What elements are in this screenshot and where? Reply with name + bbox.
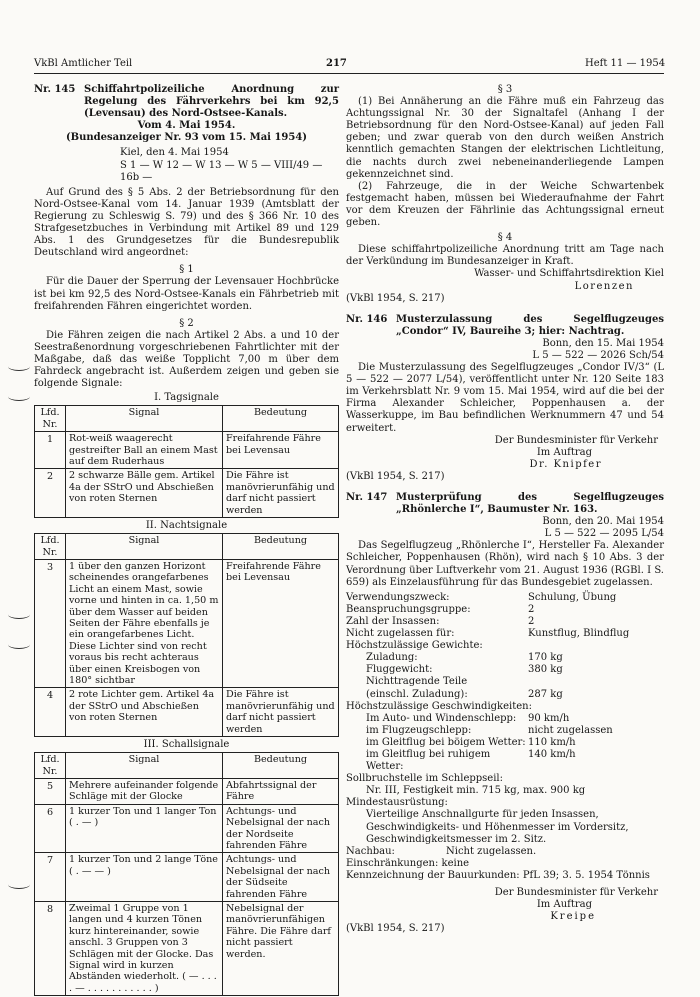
marking: Kennzeichnung der Bauurkunden: PfL 39; 3. 5. 1954 Tönnis: [346, 869, 650, 881]
nr145-signatory: Lorenzen: [574, 280, 634, 292]
nr146-place: Bonn, den 15. Mai 1954: [542, 337, 664, 349]
row-signal: 2 schwarze Bälle gem. Artikel 4a der SStrO und Abschießen von roten Sternen: [66, 469, 223, 518]
table-row: [35, 559, 339, 687]
row-signal: 2 rote Lichter gem. Artikel 4a der SStrO und Abschießen von roten Sternen: [66, 688, 223, 737]
weight-row: [346, 676, 664, 688]
row-nr: 8: [35, 901, 66, 995]
speed-label: Im Auto- und Windenschlepp:: [366, 712, 517, 724]
replica-label: Nachbau:: [346, 845, 395, 857]
section-night-signals: II. Nachtsignale: [145, 520, 228, 531]
nr145-authority: Wasser- und Schiffahrtsdirektion Kiel: [474, 268, 664, 280]
spec-value: Schulung, Übung: [528, 591, 617, 603]
col-meaning: Bedeutung: [223, 534, 339, 560]
table-row: [35, 432, 339, 469]
nr146-authority: Der Bundesminister für Verkehr: [494, 434, 658, 446]
row-nr: 3: [35, 559, 66, 687]
spec-row: [346, 628, 664, 640]
equipment-line: Geschwindigkeitsmesser im 2. Sitz.: [366, 833, 547, 845]
section-sound-signals: III. Schallsignale: [143, 739, 230, 750]
col-meaning: Bedeutung: [223, 406, 339, 432]
spec-row: [346, 592, 664, 604]
weak-link-heading: Sollbruchstelle im Schleppseil:: [346, 773, 503, 785]
speed-value: 110 km/h: [528, 736, 576, 748]
nr147-on-behalf: Im Auftrag: [536, 899, 592, 911]
para3-text-2: (2) Fahrzeuge, die in der Weiche Schwartenbek festgemacht haben, müssen bei Wiederaufnahme der Fahrt vor dem Kreuzen der Fährlinie das Achtungssignal erneut geben.: [346, 180, 664, 229]
weight-label: (einschl. Zuladung):: [366, 688, 468, 700]
nr145-heading: [34, 84, 339, 120]
restrictions: Einschränkungen: keine: [346, 857, 470, 869]
row-meaning: Freifahrende Fähre bei Levensau: [223, 559, 339, 687]
margin-mark: [8, 392, 30, 401]
para1-heading: § 1: [179, 264, 194, 276]
equipment-line: Vierteilige Anschnallgurte für jeden Insassen,: [366, 809, 599, 821]
equipment-line: Geschwindigkeits- und Höhenmesser im Vordersitz,: [366, 821, 629, 833]
nr146-signatory: Dr. Knipfer: [529, 458, 602, 470]
spec-value: 2: [528, 615, 535, 627]
nr147-source: (VkBl 1954, S. 217): [346, 923, 445, 935]
speed-label: im Gleitflug bei böigem Wetter:: [366, 736, 526, 748]
weight-row: [346, 652, 664, 664]
nr146-heading: [346, 314, 664, 338]
nr146-number: Nr. 146: [346, 313, 388, 325]
issue-label: Heft 11 — 1954: [585, 58, 666, 69]
col-signal: Signal: [66, 406, 223, 432]
weight-value: 287 kg: [528, 688, 563, 700]
row-nr: 5: [35, 778, 66, 804]
table-row: [35, 901, 339, 995]
nr146-code: L 5 — 522 — 2026 Sch/54: [532, 349, 664, 361]
row-signal: Mehrere aufeinander folgende Schläge mit der Glocke: [66, 778, 223, 804]
row-meaning: Abfahrtssignal der Fähre: [223, 778, 339, 804]
row-signal: 1 kurzer Ton und 2 lange Töne ( . — — ): [66, 853, 223, 902]
table-row: [35, 778, 339, 804]
row-meaning: Nebelsignal der manövrierunfähigen Fähre. Die Fähre darf nicht passiert werden.: [223, 901, 339, 995]
row-meaning: Freifahrende Fähre bei Levensau: [223, 432, 339, 469]
nr147-signatory: Kreipe: [550, 911, 596, 923]
weight-value: 380 kg: [528, 664, 563, 676]
signal-table-night: [34, 533, 339, 737]
row-signal: Zweimal 1 Gruppe von 1 langen und 4 kurzen Tönen kurz hintereinander, sowie anschl. 3 Gruppen von 3 Schlägen mit der Glocke. Das Signal wird in kurzen Abständen wiederholt. ( — . . . . — . . . . . . . . . . . ): [66, 901, 223, 995]
weight-label: Nichttragende Teile: [366, 676, 468, 688]
row-meaning: Achtungs- und Nebelsignal der nach der Nordseite fahrenden Fähre: [223, 804, 339, 853]
speed-row: [346, 725, 664, 737]
weight-row: [346, 689, 664, 701]
speed-row: [346, 749, 664, 773]
col-nr: Lfd. Nr.: [35, 753, 66, 779]
nr145-code: S 1 — W 12 — W 13 — W 5 — VIII/49 — 16b —: [120, 159, 323, 183]
weak-link-value: Nr. III, Festigkeit min. 715 kg, max. 900 kg: [366, 785, 586, 797]
left-column: [34, 84, 339, 996]
row-meaning: Die Fähre ist manövrierunfähig und darf nicht passiert werden: [223, 688, 339, 737]
nr146-source: (VkBl 1954, S. 217): [346, 470, 445, 482]
section-day-signals: I. Tagsignale: [154, 392, 219, 404]
col-signal: Signal: [66, 753, 223, 779]
nr145-place: Kiel, den 4. Mai 1954: [120, 147, 229, 159]
nr147-code: L 5 — 522 — 2095 L/54: [544, 528, 664, 540]
nr145-number: Nr. 145: [34, 84, 76, 95]
weight-value: 170 kg: [528, 652, 563, 664]
nr146-on-behalf: Im Auftrag: [536, 446, 592, 458]
running-head-left: VkBl Amtlicher Teil: [34, 58, 133, 69]
row-signal: Rot-weiß waagerecht gestreifter Ball an einem Mast auf dem Ruderhaus: [66, 432, 223, 469]
table-row: [35, 804, 339, 853]
col-nr: Lfd. Nr.: [35, 406, 66, 432]
speed-row: [346, 737, 664, 749]
nr147-authority: Der Bundesminister für Verkehr: [494, 887, 658, 898]
nr147-number: Nr. 147: [346, 492, 388, 503]
spec-label: Zahl der Insassen:: [346, 615, 440, 627]
spec-label: Nicht zugelassen für:: [346, 628, 455, 640]
para2-text: Die Fähren zeigen die nach Artikel 2 Abs. a und 10 der Seestraßenordnung vorgeschriebenen Fahrtlichter mit der Maßgabe, daß das weiße Topplicht 7,00 m über dem Fahrdeck angebracht ist. Außerdem zeigen und geben sie folgende Signale:: [34, 329, 339, 390]
para3-text-1: (1) Bei Annäherung an die Fähre muß ein Fahrzeug das Achtungssignal Nr. 30 der Signaltafel (Anhang I der Betriebsordnung für den Nord-Ostsee-Kanal) auf jeden Fall geben; und zwar querab von den durch weißen Anstrich kenntlich gemachten Stangen der elektrischen Lichtleitung, die nachts durch zwei nebeneinanderliegende Lampen gekennzeichnet sind.: [346, 96, 664, 180]
speeds-heading: Höchstzulässige Geschwindigkeiten:: [346, 700, 532, 712]
spec-value: 2: [528, 603, 535, 615]
speed-value: 90 km/h: [528, 712, 570, 724]
row-nr: 4: [35, 688, 66, 737]
replica-value: Nicht zugelassen.: [446, 845, 537, 857]
speed-value: nicht zugelassen: [528, 724, 613, 736]
para4-text: Diese schiffahrtpolizeiliche Anordnung tritt am Tage nach der Verkündung im Bundesanzeiger in Kraft.: [346, 244, 664, 268]
nr146-text: Die Musterzulassung des Segelflugzeuges „Condor IV/3“ (L 5 — 522 — 2077 L/54), veröffentlicht unter Nr. 120 Seite 183 im Verkehrsblatt Nr. 9 vom 15. Mai 1954, wird auf die bei der Firma Alexander Schleicher, Poppenhausen a. der Wasserkuppe, im Bau befindlichen Werknummern 47 und 54 erweitert.: [346, 362, 664, 434]
row-nr: 2: [35, 469, 66, 518]
table-row: [35, 469, 339, 518]
nr145-source: (VkBl 1954, S. 217): [346, 292, 445, 304]
spec-label: Verwendungszweck:: [346, 591, 450, 603]
row-signal: 1 kurzer Ton und 1 langer Ton ( . — ): [66, 804, 223, 853]
nr147-place: Bonn, den 20. Mai 1954: [542, 516, 664, 528]
speed-row: [346, 713, 664, 725]
para3-heading: § 3: [497, 84, 513, 95]
row-meaning: Achtungs- und Nebelsignal der nach der Südseite fahrenden Fähre: [223, 853, 339, 902]
row-signal: 1 über den ganzen Horizont scheinendes orangefarbenes Licht an einem Mast, sowie vorne und hinten in ca. 1,50 m über dem Wasser auf beiden Seiten der Fähre ebenfalls je ein orangefarbenes Licht. Diese Lichter sind von recht voraus bis recht achteraus über einen Kreisbogen von 180° sichtbar: [66, 559, 223, 687]
row-meaning: Die Fähre ist manövrierunfähig und darf nicht passiert werden: [223, 469, 339, 518]
signal-table-day: [34, 405, 339, 518]
equipment-heading: Mindestausrüstung:: [346, 797, 448, 809]
speed-value: 140 km/h: [528, 748, 576, 760]
table-row: [35, 853, 339, 902]
nr145-intro: Auf Grund des § 5 Abs. 2 der Betriebsordnung für den Nord-Ostsee-Kanal vom 14. Januar 1939 (Amtsblatt der Regierung zu Schleswig S. 79) und des § 366 Nr. 10 des Strafgesetzbuches in Verbindung mit Artikel 89 und 129 Abs. 1 des Grundgesetzes für die Bundesrepublik Deutschland wird angeordnet:: [34, 186, 339, 259]
margin-mark: [8, 610, 30, 619]
weights-heading: Höchstzulässige Gewichte:: [346, 640, 483, 652]
nr147-title: Musterprüfung des Segelflugzeuges „Rhönlerche I“, Baumuster Nr. 163.: [396, 492, 664, 516]
spec-value: Kunstflug, Blindflug: [528, 628, 630, 640]
row-nr: 6: [35, 804, 66, 853]
spec-row: [346, 616, 664, 628]
nr146-title: Musterzulassung des Segelflugzeuges „Condor“ IV, Baureihe 3; hier: Nachtrag.: [396, 313, 664, 337]
right-column: [346, 84, 664, 935]
replica-row: [346, 846, 664, 858]
margin-mark: [8, 362, 30, 371]
speed-label: im Flugzeugschlepp:: [366, 724, 472, 736]
col-meaning: Bedeutung: [223, 753, 339, 779]
weight-row: [346, 664, 664, 676]
para1-text: Für die Dauer der Sperrung der Levensauer Hochbrücke ist bei km 92,5 des Nord-Ostsee-Kanals ein Fährbetrieb mit freifahrenden Fähren eingerichtet worden.: [34, 276, 339, 312]
weight-label: Zuladung:: [366, 652, 418, 664]
table-row: [35, 688, 339, 737]
page-number: 217: [326, 58, 347, 69]
margin-mark: [8, 640, 30, 649]
header-rule: [34, 73, 664, 74]
weight-label: Fluggewicht:: [366, 664, 433, 676]
spec-label: Beanspruchungsgruppe:: [346, 603, 471, 615]
nr147-heading: [346, 492, 664, 516]
spec-row: [346, 604, 664, 616]
nr147-text: Das Segelflugzeug „Rhönlerche I“, Hersteller Fa. Alexander Schleicher, Poppenhausen (Rhön), wird nach § 10 Abs. 3 der Verordnung über Luftverkehr vom 21. August 1936 (RGBl. I S. 659) als Einzelausführung für das Bundesgebiet zugelassen.: [346, 540, 664, 588]
nr145-title: Schiffahrtpolizeiliche Anordnung zur Regelung des Fährverkehrs bei km 92,5 (Levensau) des Nord-Ostsee-Kanals.: [84, 84, 339, 120]
nr145-ref: (Bundesanzeiger Nr. 93 vom 15. Mai 1954): [65, 132, 308, 144]
margin-mark: [8, 880, 30, 889]
para4-heading: § 4: [497, 232, 513, 244]
row-nr: 7: [35, 853, 66, 902]
para2-heading: § 2: [179, 317, 194, 329]
row-nr: 1: [35, 432, 66, 469]
col-signal: Signal: [66, 534, 223, 560]
col-nr: Lfd. Nr.: [35, 534, 66, 560]
speed-label: im Gleitflug bei ruhigem Wetter:: [366, 748, 491, 773]
nr145-date: Vom 4. Mai 1954.: [137, 120, 236, 132]
signal-table-sound: [34, 752, 339, 996]
